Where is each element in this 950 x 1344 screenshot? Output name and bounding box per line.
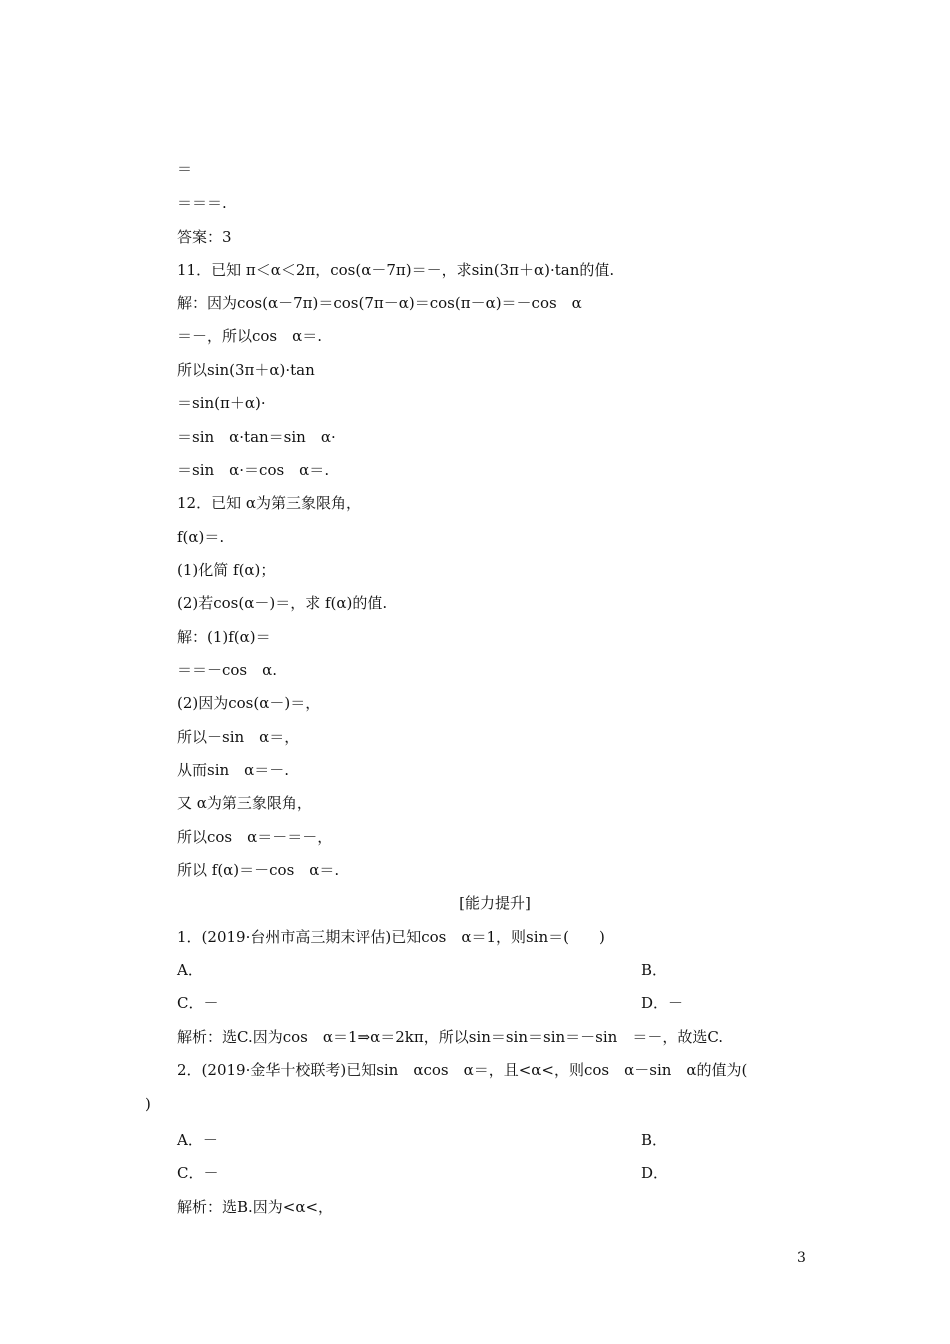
solution-line: ＝sin α·＝cos α＝. [177, 461, 330, 479]
section-heading: [能力提升] [459, 894, 531, 912]
question-2-stem: 2．(2019·金华十校联考)已知sin αcos α＝，且<α<，则cos α－sin α的值为( [177, 1061, 748, 1079]
solution-line: ＝＝－cos α. [177, 661, 278, 679]
solution-line: 从而sin α＝－. [177, 761, 290, 779]
question-2-stem-continuation: ) [145, 1095, 151, 1113]
question-1-option-a: A． [177, 961, 203, 979]
question-2-option-a: A．－ [177, 1131, 218, 1149]
solution-line: 所以 f(α)＝－cos α＝. [177, 861, 340, 879]
page-number: 3 [797, 1250, 806, 1266]
problem-12-stem: 12．已知 α为第三象限角， [177, 494, 361, 512]
solution-line: (2)因为cos(α－)＝， [177, 694, 321, 712]
solution-line: 所以sin(3π＋α)·tan [177, 361, 315, 379]
question-1-analysis: 解析：选C.因为cos α＝1⇒α＝2kπ，所以sin＝sin＝sin＝－sin ＝－，故选C. [177, 1028, 724, 1046]
question-2-option-b: B． [641, 1131, 668, 1149]
question-2-analysis: 解析：选B.因为<α<， [177, 1198, 334, 1216]
equation-line: ＝ [177, 160, 193, 178]
solution-line: 解：因为cos(α－7π)＝cos(7π－α)＝cos(π－α)＝－cos α [177, 294, 582, 312]
solution-line: ＝sin(π＋α)· [177, 394, 266, 412]
subquestion-2: (2)若cos(α－)＝，求 f(α)的值. [177, 594, 388, 612]
solution-line: ＝－，所以cos α＝. [177, 327, 323, 345]
solution-line: 解：(1)f(α)＝ [177, 628, 271, 646]
answer-line: 答案：3 [177, 228, 232, 246]
question-1-option-b: B． [641, 961, 668, 979]
question-2-option-c: C．－ [177, 1164, 219, 1182]
solution-line: ＝sin α·tan＝sin α· [177, 428, 336, 446]
subquestion-1: (1)化简 f(α)； [177, 561, 276, 579]
question-1-option-c: C．－ [177, 994, 219, 1012]
solution-line: 所以－sin α＝， [177, 728, 300, 746]
question-1-option-d: D．－ [641, 994, 684, 1012]
problem-11-stem: 11．已知 π＜α＜2π，cos(α－7π)＝－，求sin(3π＋α)·tan的值. [177, 261, 615, 279]
question-1-stem: 1．(2019·台州市高三期末评估)已知cos α＝1，则sin＝( ) [177, 928, 605, 946]
function-definition: f(α)＝. [177, 528, 225, 546]
equation-line: ＝＝＝. [177, 194, 227, 212]
solution-line: 所以cos α＝－＝－， [177, 828, 333, 846]
question-2-option-d: D． [641, 1164, 669, 1182]
solution-line: 又 α为第三象限角， [177, 794, 312, 812]
